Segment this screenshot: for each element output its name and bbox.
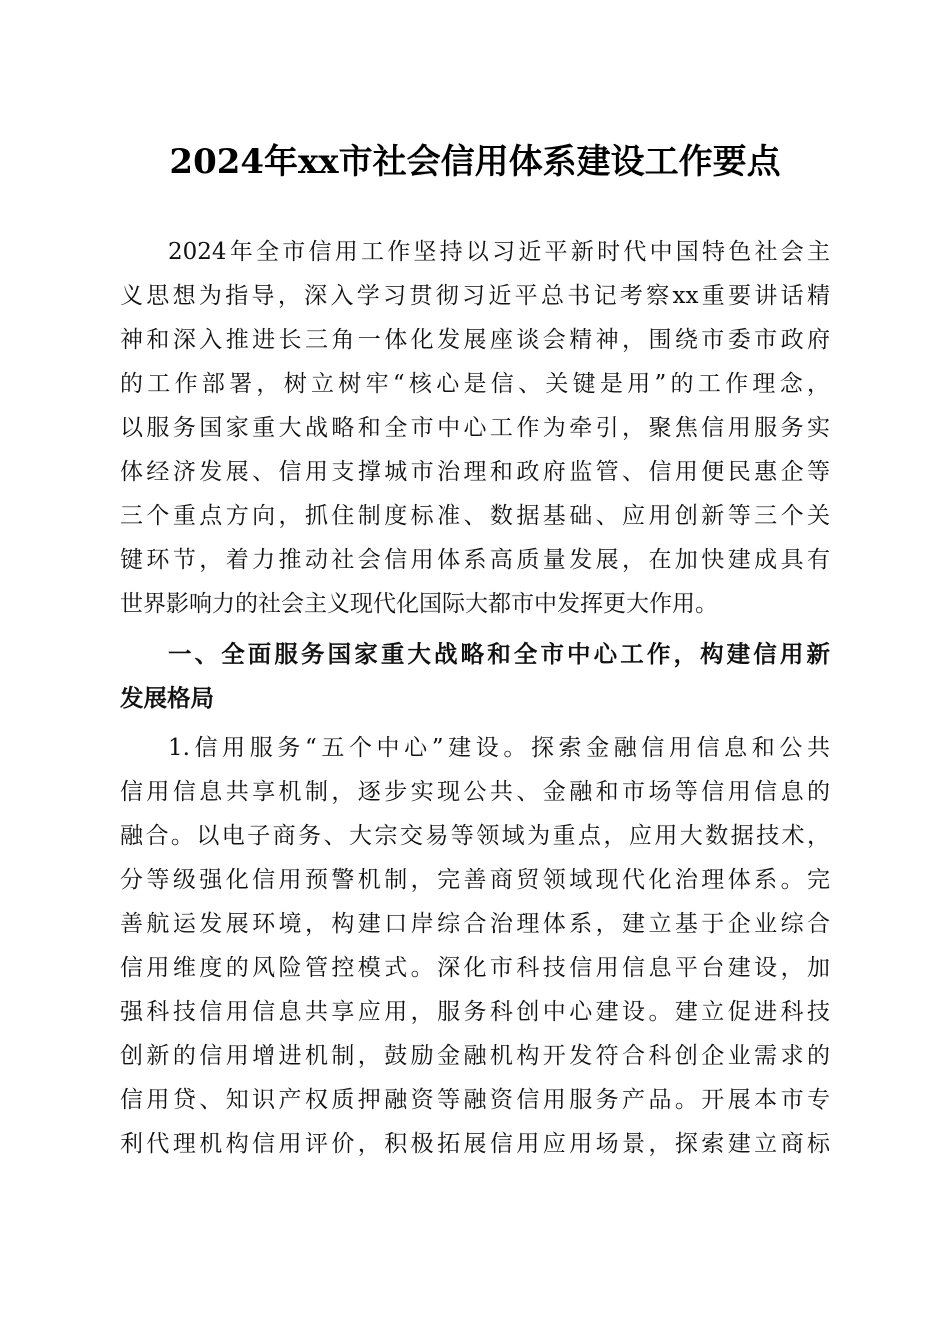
document-title: 2024年xx市社会信用体系建设工作要点: [169, 142, 781, 182]
section-heading: 发展格局: [120, 684, 214, 712]
intro-line: 2024年全市信用工作坚持以习近平新时代中国特色社会主: [168, 239, 830, 265]
item-line: 分等级强化信用预警机制，完善商贸领域现代化治理体系。完: [120, 867, 830, 893]
intro-line: 世界影响力的社会主义现代化国际大都市中发挥更大作用。: [120, 591, 718, 617]
item-line: 信用信息共享机制，逐步实现公共、金融和市场等信用信息的: [120, 779, 830, 805]
intro-line: 的工作部署，树立树牢“核心是信、关键是用”的工作理念，: [120, 371, 830, 397]
intro-line: 键环节，着力推动社会信用体系高质量发展，在加快建成具有: [120, 547, 830, 573]
intro-line: 以服务国家重大战略和全市中心工作为牵引，聚焦信用服务实: [120, 415, 830, 441]
item-line: 善航运发展环境，构建口岸综合治理体系，建立基于企业综合: [120, 911, 830, 937]
intro-line: 三个重点方向，抓住制度标准、数据基础、应用创新等三个关: [120, 503, 830, 529]
item-line: 信用贷、知识产权质押融资等融资信用服务产品。开展本市专: [120, 1087, 830, 1113]
intro-line: 义思想为指导，深入学习贯彻习近平总书记考察xx重要讲话精: [120, 283, 830, 309]
intro-line: 神和深入推进长三角一体化发展座谈会精神，围绕市委市政府: [120, 327, 830, 353]
item-line: 创新的信用增进机制，鼓励金融机构开发符合科创企业需求的: [120, 1043, 830, 1069]
intro-line: 体经济发展、信用支撑城市治理和政府监管、信用便民惠企等: [120, 459, 830, 485]
item-line: 利代理机构信用评价，积极拓展信用应用场景，探索建立商标: [120, 1131, 830, 1157]
item-line: 信用维度的风险管控模式。深化市科技信用信息平台建设，加: [120, 955, 830, 981]
item-line: 强科技信用信息共享应用，服务科创中心建设。建立促进科技: [120, 999, 830, 1025]
item-line: 融合。以电子商务、大宗交易等领域为重点，应用大数据技术，: [120, 823, 830, 849]
section-heading: 一、全面服务国家重大战略和全市中心工作，构建信用新: [168, 640, 830, 668]
item-line: 1.信用服务“五个中心”建设。探索金融信用信息和公共: [168, 735, 830, 761]
